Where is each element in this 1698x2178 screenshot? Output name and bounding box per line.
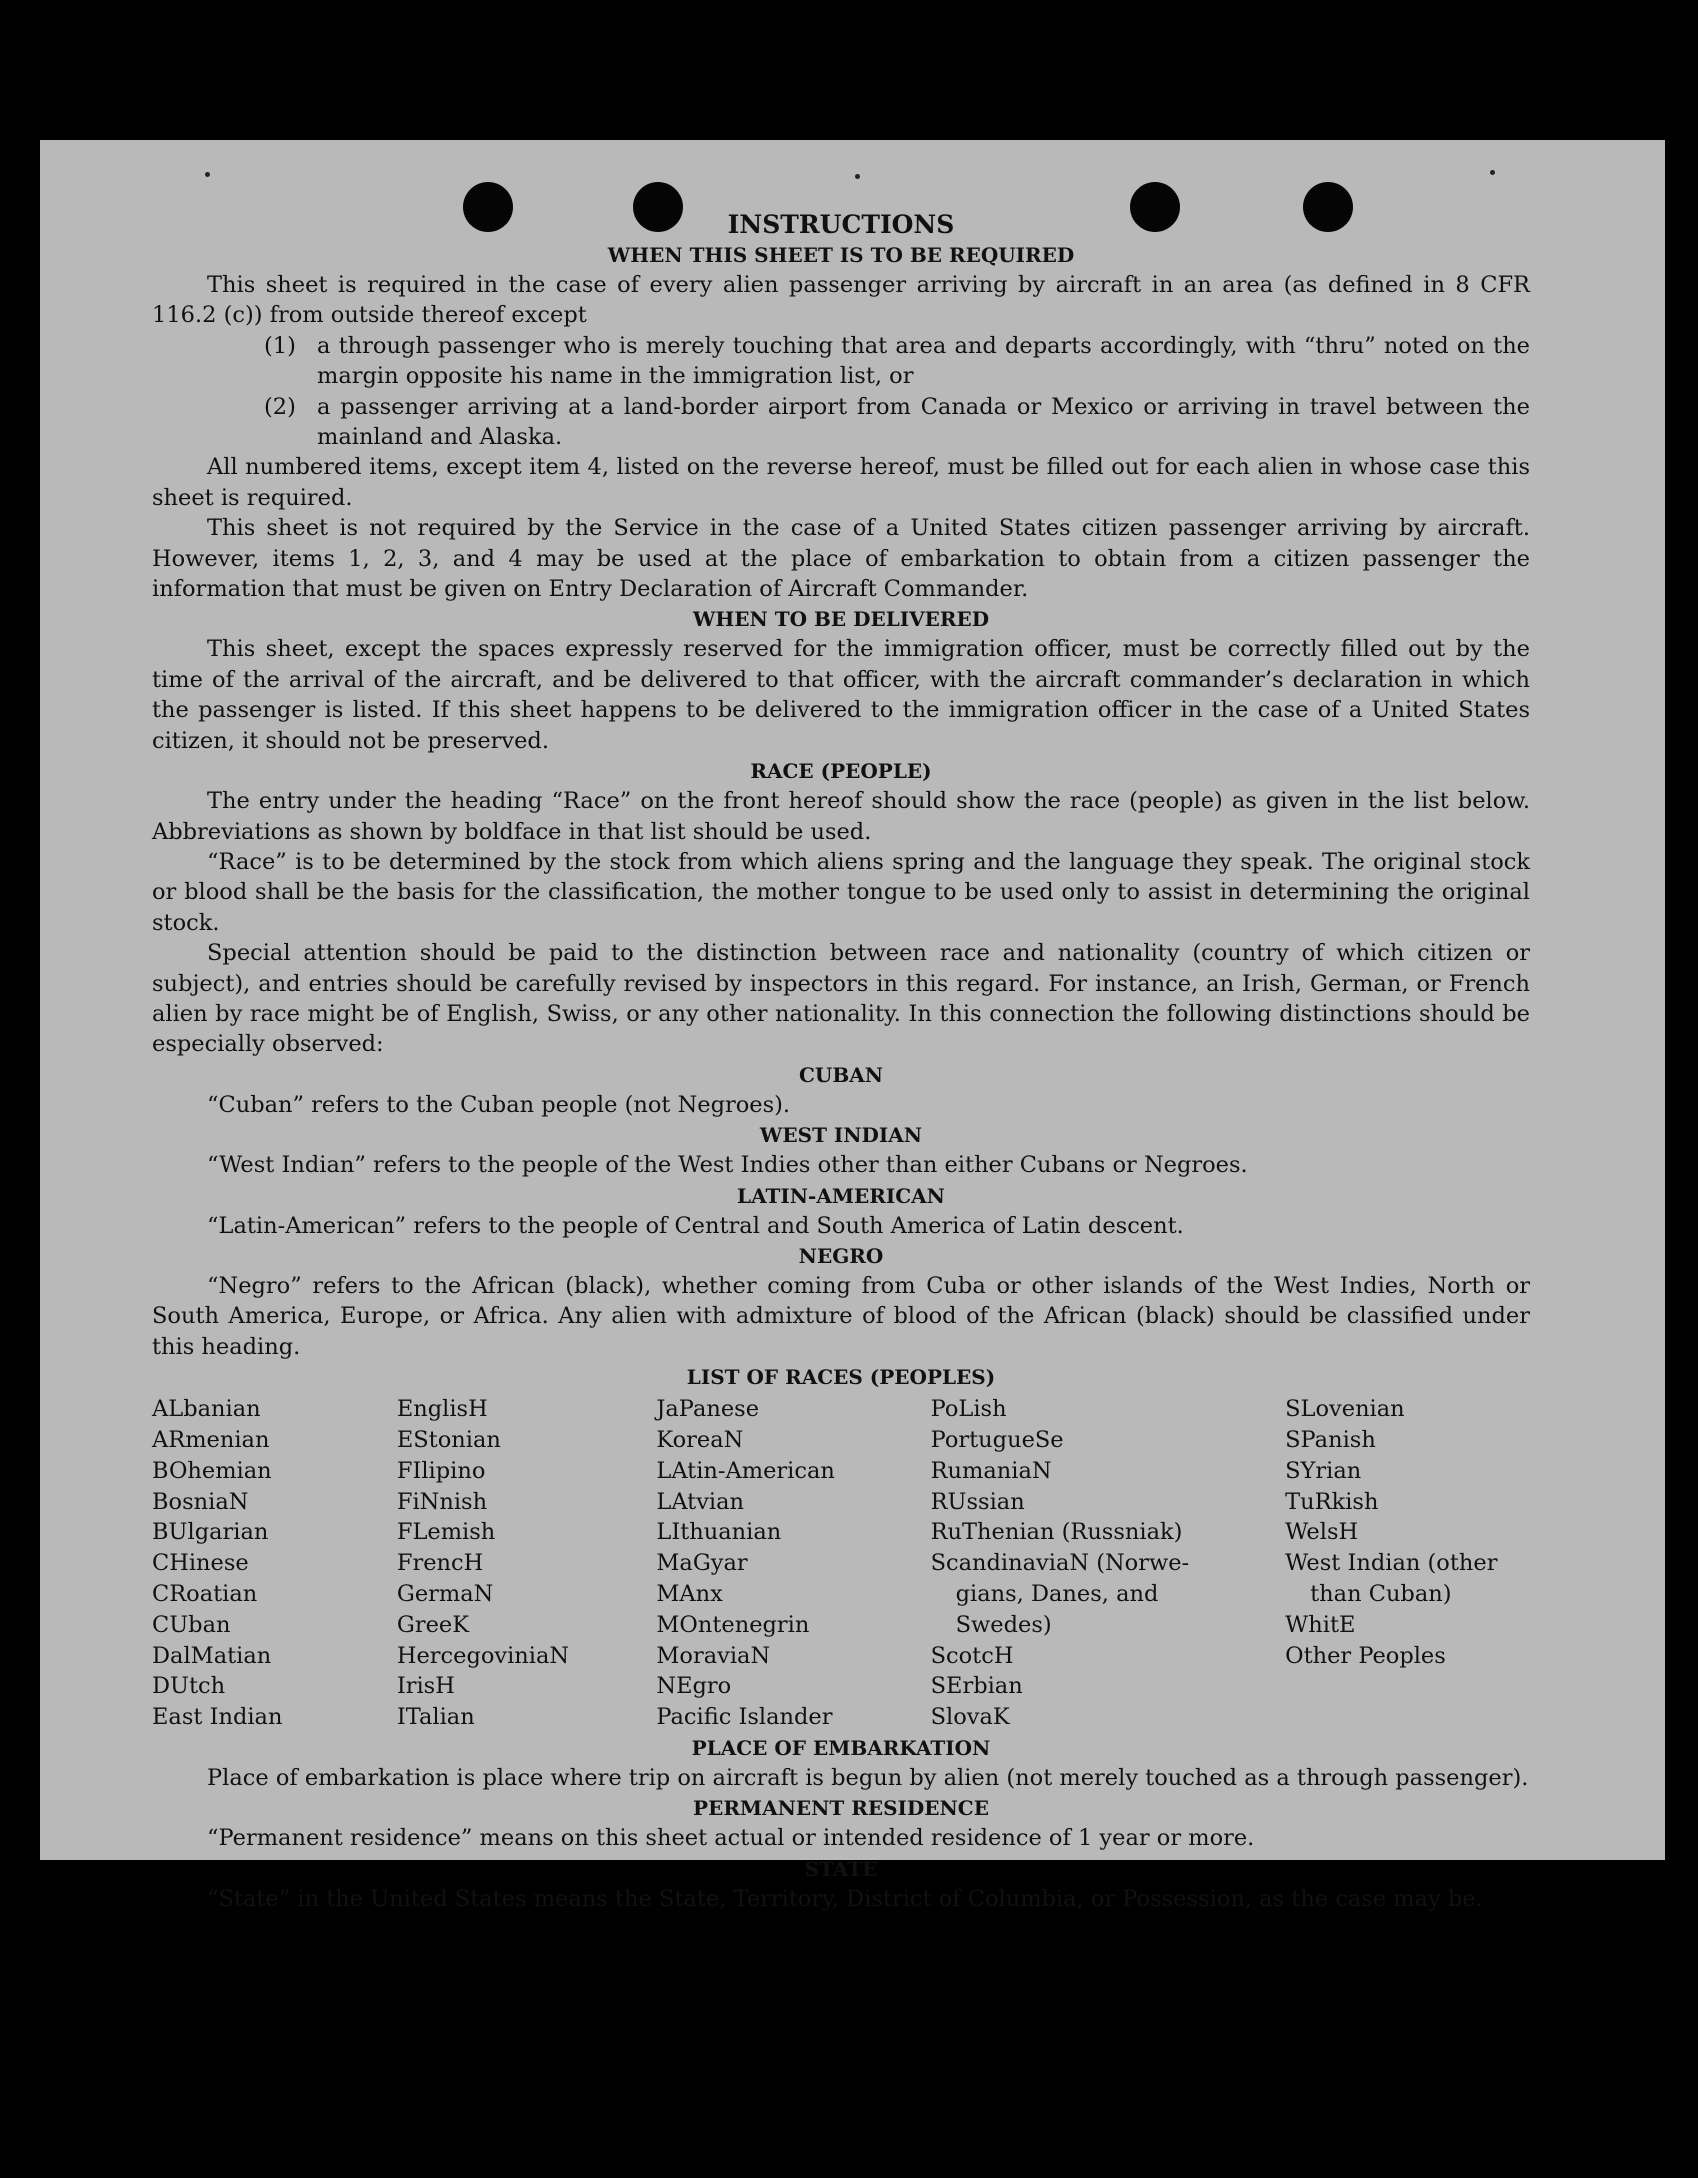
race-entry: than Cuban)	[1310, 1580, 1452, 1607]
negro-definition: “Negro” refers to the African (black), whether coming from Cuba or other islands of the West Indies, North or South America, Europe, or Africa. Any alien with admixture of blood of the African (black) should be classified under this heading.	[152, 1272, 1530, 1360]
race-entry: PoLish	[930, 1396, 1007, 1423]
race-entry: RuThenian (Russniak)	[930, 1519, 1183, 1546]
punch-hole	[633, 182, 683, 232]
race-entry: SPanish	[1285, 1426, 1376, 1453]
race-entry: DalMatian	[152, 1642, 272, 1669]
race-entry: RUssian	[930, 1488, 1025, 1515]
race-entry: RumaniaN	[930, 1457, 1052, 1484]
race-column	[656, 1394, 930, 1733]
numbered-items-paragraph: All numbered items, except item 4, listed on the reverse hereof, must be filled out for each alien in whose case this sheet is required.	[152, 454, 1530, 511]
race-entry: MOntenegrin	[656, 1611, 810, 1638]
section-heading-delivered: WHEN TO BE DELIVERED	[692, 607, 990, 632]
race-list	[152, 1394, 1530, 1733]
exception-number: (1)	[264, 332, 296, 359]
race-entry: Swedes)	[955, 1611, 1052, 1638]
race-entry: Other Peoples	[1285, 1642, 1446, 1669]
exception-text: a through passenger who is merely touching that area and departs accordingly, with “thru” noted on the margin opposite his name in the immigration list, or	[317, 332, 1530, 390]
section-heading-embarkation: PLACE OF EMBARKATION	[691, 1735, 991, 1760]
race-entry: KoreaN	[656, 1426, 744, 1453]
cuban-definition: “Cuban” refers to the Cuban people (not Negroes).	[207, 1091, 791, 1118]
race-entry: WhitE	[1285, 1611, 1356, 1638]
section-heading-required: WHEN THIS SHEET IS TO BE REQUIRED	[607, 243, 1075, 267]
race-entry: East Indian	[152, 1704, 283, 1731]
race-entry: GreeK	[396, 1611, 470, 1638]
west-indian-definition: “West Indian” refers to the people of the West Indies other than either Cubans or Negroes.	[207, 1152, 1248, 1179]
race-entry: SLovenian	[1285, 1396, 1405, 1423]
section-heading-latin-american: LATIN-AMERICAN	[737, 1183, 945, 1208]
race-entry: SErbian	[930, 1673, 1023, 1700]
race-entry: HercegoviniaN	[396, 1642, 570, 1669]
race-entry: Pacific Islander	[656, 1704, 833, 1731]
race-entry: FLemish	[396, 1519, 496, 1546]
race-entry: ARmenian	[152, 1426, 270, 1453]
race-entry: JaPanese	[656, 1396, 760, 1423]
embarkation-definition: Place of embarkation is place where trip on aircraft is begun by alien (not merely touched as a through passenger).	[207, 1764, 1529, 1791]
race-column	[1285, 1394, 1530, 1733]
race-entry: LAtin-American	[656, 1457, 835, 1484]
race-entry: SYrian	[1285, 1457, 1362, 1484]
required-intro: This sheet is required in the case of every alien passenger arriving by aircraft in an area (as defined in 8 CFR 116.2 (c)) from outside thereof except	[152, 272, 1530, 329]
race-entry: BOhemian	[152, 1457, 272, 1484]
race-entry: WelsH	[1285, 1519, 1359, 1546]
race-paragraph-3: Special attention should be paid to the distinction between race and nationality (country of which citizen or subject), and entries should be carefully revised by inspectors in this regard. For instance, an Irish, German, or French alien by race might be of English, Swiss, or any other nationality. In this connection the following distinctions should be especially observed:	[152, 940, 1530, 1058]
race-entry: BosniaN	[152, 1488, 249, 1515]
state-definition: “State” in the United States means the State, Territory, District of Columbia, or Possession, as the case may be.	[207, 1885, 1483, 1912]
race-paragraph-1: The entry under the heading “Race” on the front hereof should show the race (people) as given in the list below. Abbreviations as shown by boldface in that list should be used.	[152, 788, 1530, 845]
delivered-paragraph: This sheet, except the spaces expressly reserved for the immigration officer, must be correctly filled out by the time of the arrival of the aircraft, and be delivered to that officer, with the aircraft commander’s declaration in which the passenger is listed. If this sheet happens to be delivered to the immigration officer in the case of a United States citizen, it should not be preserved.	[152, 636, 1530, 754]
latin-american-definition: “Latin-American” refers to the people of Central and South America of Latin descent.	[207, 1212, 1184, 1239]
race-entry: FIlipino	[396, 1457, 486, 1484]
instruction-sheet	[40, 140, 1665, 1912]
race-entry: DUtch	[152, 1673, 226, 1700]
punch-hole	[1130, 182, 1180, 232]
section-heading-residence: PERMANENT RESIDENCE	[693, 1796, 989, 1821]
exception-item	[152, 392, 1530, 453]
race-entry: BUlgarian	[152, 1519, 269, 1546]
exception-item	[152, 331, 1530, 392]
residence-definition: “Permanent residence” means on this sheet actual or intended residence of 1 year or more.	[207, 1825, 1255, 1852]
race-entry: FrencH	[396, 1550, 484, 1577]
race-entry: CRoatian	[152, 1580, 258, 1607]
section-heading-negro: NEGRO	[798, 1243, 884, 1268]
section-heading-cuban: CUBAN	[798, 1062, 884, 1087]
exception-number: (2)	[264, 393, 296, 420]
race-column	[397, 1394, 657, 1733]
race-entry: gians, Danes, and	[955, 1580, 1159, 1607]
race-entry: EnglisH	[396, 1396, 488, 1423]
race-entry: CUban	[152, 1611, 231, 1638]
race-entry: ScandinaviaN (Norwe-	[930, 1550, 1190, 1577]
section-heading-state: STATE	[804, 1856, 878, 1881]
punch-hole	[1303, 182, 1353, 232]
race-entry: GermaN	[396, 1580, 494, 1607]
race-entry: NEgro	[656, 1673, 732, 1700]
race-entry: TuRkish	[1285, 1488, 1379, 1515]
page-title: INSTRUCTIONS	[727, 210, 955, 239]
scan-speck	[205, 172, 210, 177]
race-entry: ITalian	[396, 1704, 475, 1731]
race-entry: MaGyar	[656, 1550, 748, 1577]
race-entry: SlovaK	[930, 1704, 1010, 1731]
scan-speck	[855, 174, 860, 179]
race-entry: PortugueSe	[930, 1426, 1064, 1453]
race-column	[931, 1394, 1286, 1733]
punch-hole	[463, 182, 513, 232]
race-entry: MAnx	[656, 1580, 723, 1607]
race-entry: ScotcH	[930, 1642, 1014, 1669]
section-heading-race: RACE (PEOPLE)	[750, 759, 932, 784]
race-paragraph-2: “Race” is to be determined by the stock from which aliens spring and the language they speak. The original stock or blood shall be the basis for the classification, the mother tongue to be used only to assist in determining the original stock.	[152, 848, 1530, 936]
race-entry: FiNnish	[396, 1488, 488, 1515]
race-entry: IrisH	[396, 1673, 455, 1700]
race-entry: MoraviaN	[656, 1642, 771, 1669]
race-entry: LIthuanian	[656, 1519, 782, 1546]
race-entry: ALbanian	[152, 1396, 261, 1423]
citizen-paragraph: This sheet is not required by the Service in the case of a United States citizen passenger arriving by aircraft. However, items 1, 2, 3, and 4 may be used at the place of embarkation to obtain from a citizen passenger the information that must be given on Entry Declaration of Aircraft Commander.	[152, 515, 1530, 603]
race-entry: LAtvian	[656, 1488, 745, 1515]
race-entry: EStonian	[396, 1426, 501, 1453]
race-entry: West Indian (other	[1285, 1550, 1498, 1577]
scan-speck	[1490, 170, 1495, 175]
section-heading-west-indian: WEST INDIAN	[759, 1123, 923, 1148]
exception-text: a passenger arriving at a land-border airport from Canada or Mexico or arriving in travel between the mainland and Alaska.	[317, 393, 1530, 451]
race-column	[152, 1394, 397, 1733]
race-entry: CHinese	[152, 1550, 249, 1577]
section-heading-list-of-races: LIST OF RACES (PEOPLES)	[686, 1365, 996, 1390]
